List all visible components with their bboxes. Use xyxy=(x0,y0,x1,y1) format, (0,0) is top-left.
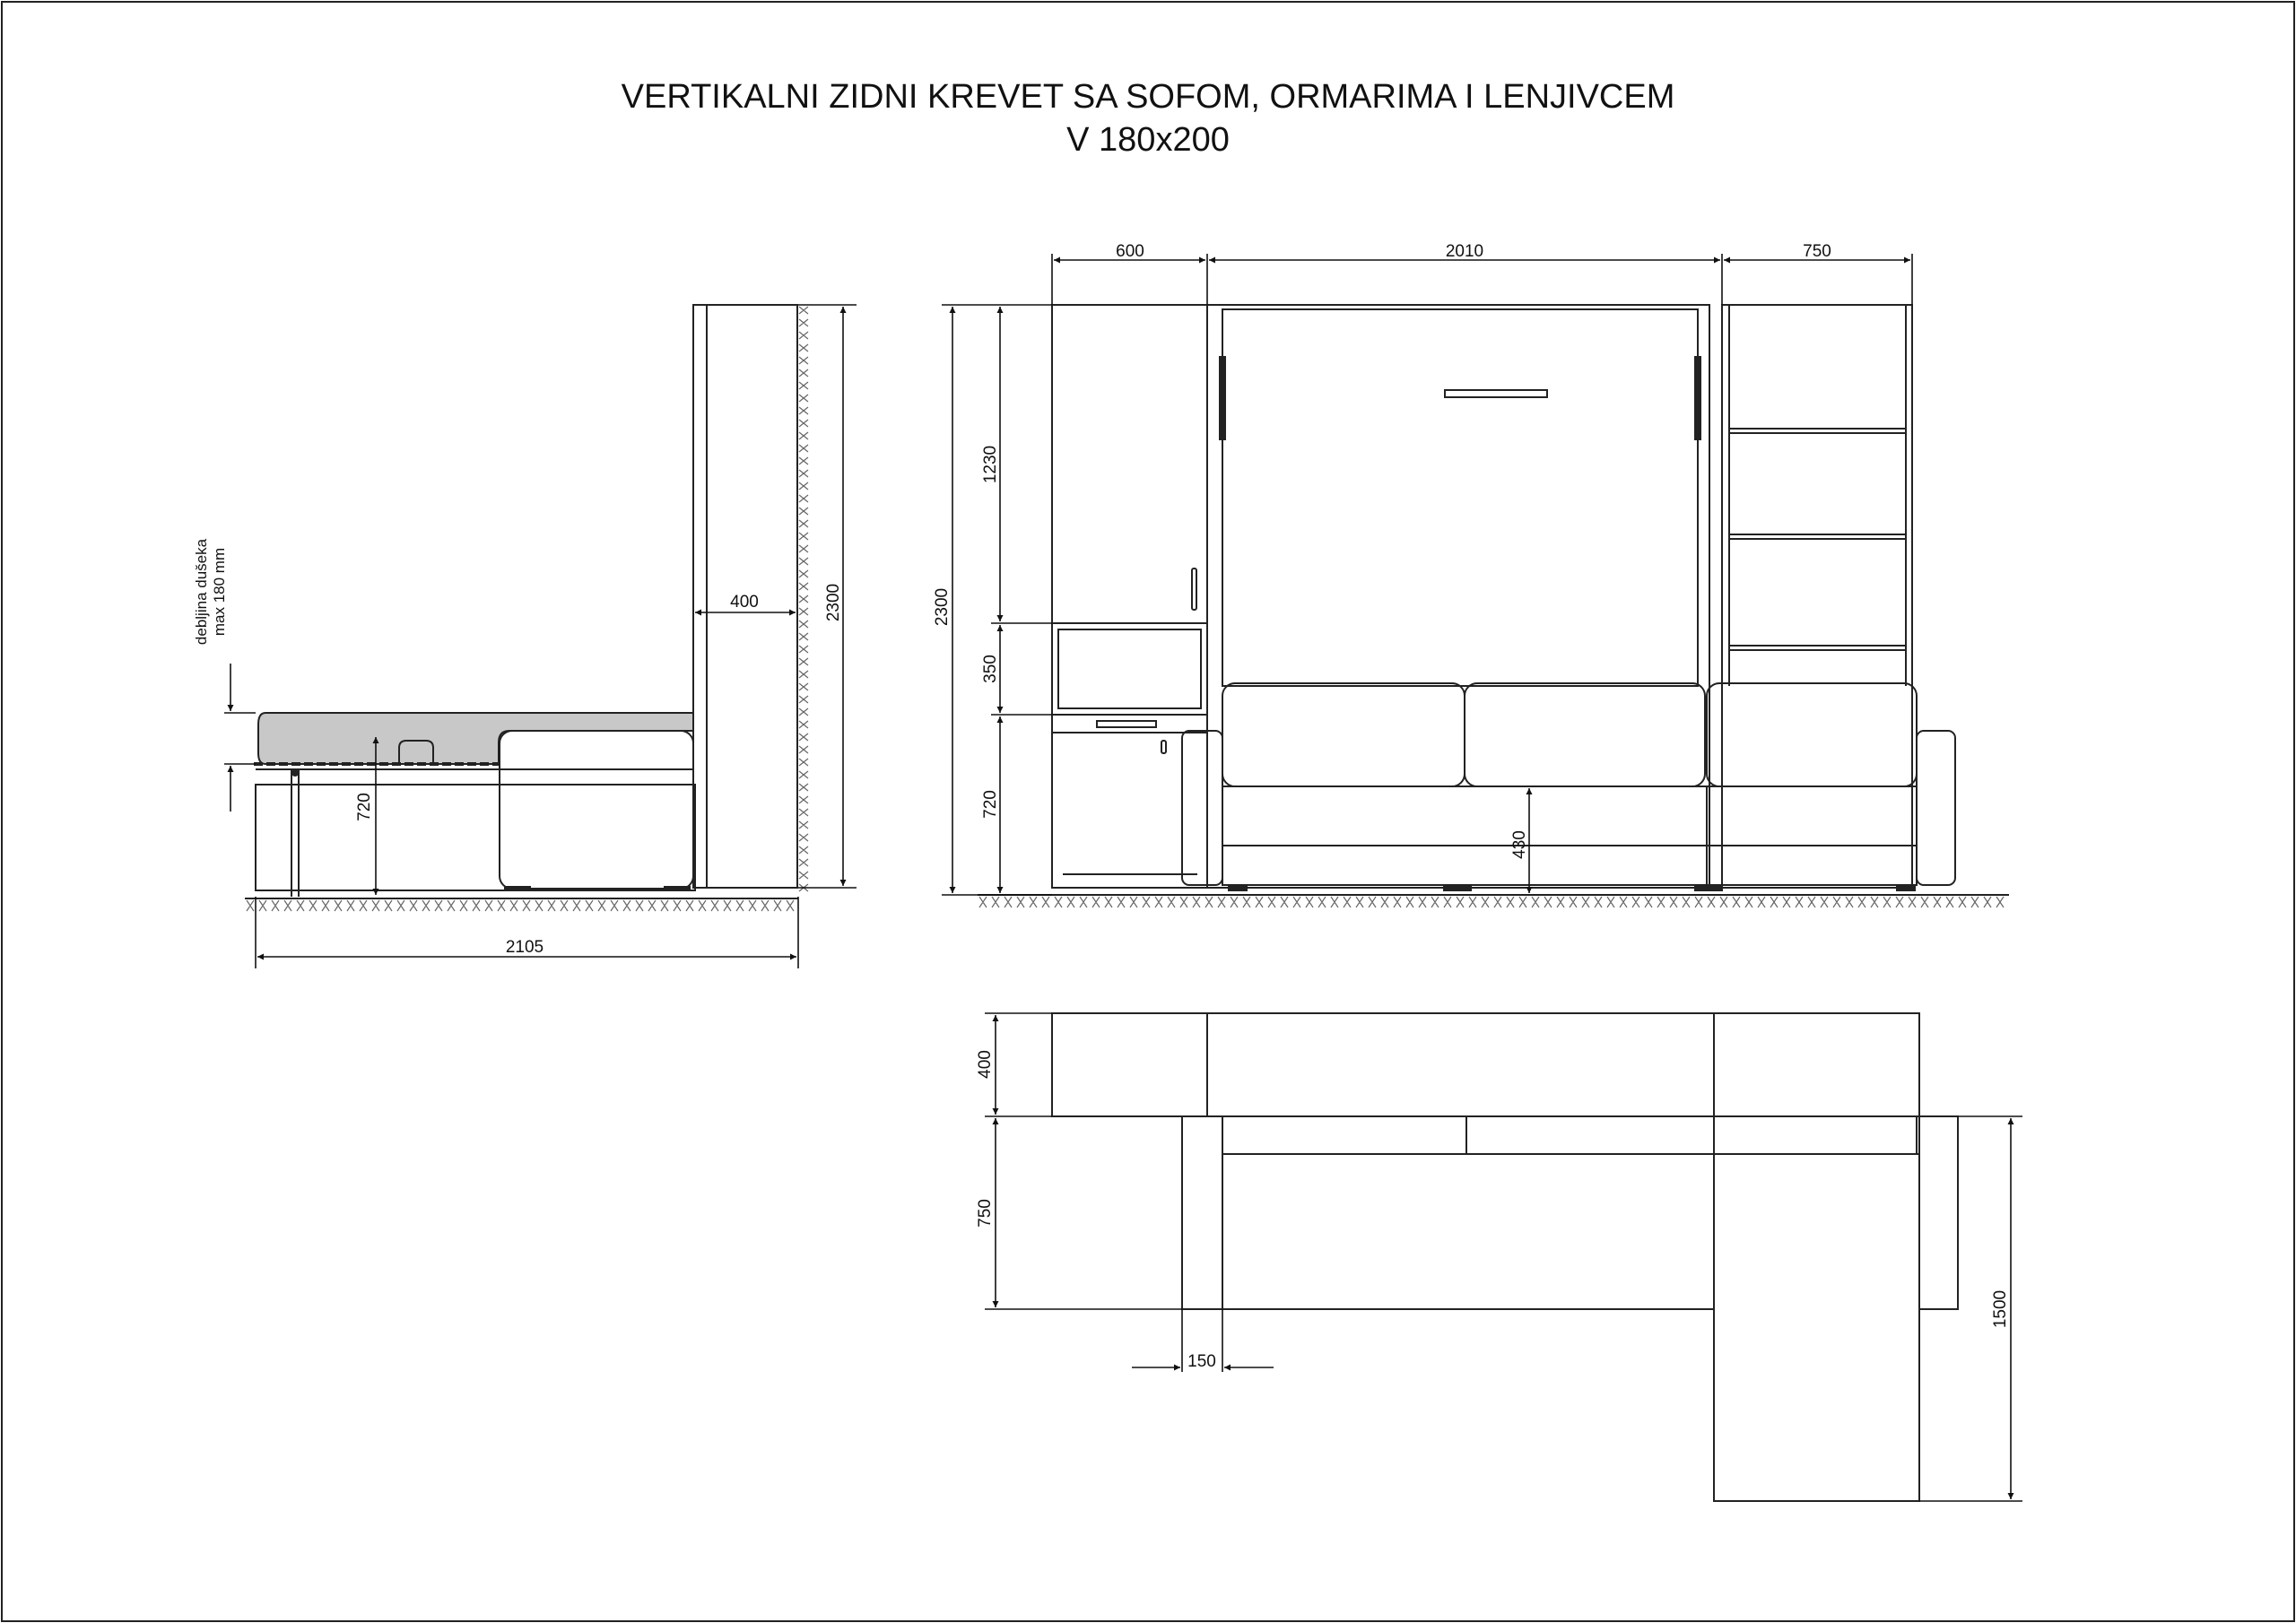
plan-dim-cabinet-depth-label: 400 xyxy=(976,1050,995,1079)
side-height-label: 2300 xyxy=(824,583,843,622)
dim-seat-height-label: 430 xyxy=(1510,830,1529,859)
front-dimensions xyxy=(942,254,1912,895)
plan-bed-cabinet xyxy=(1207,1013,1714,1116)
sofa-back-cushion-2 xyxy=(1465,683,1705,786)
plan-sofa-right-arm xyxy=(1919,1116,1958,1309)
plan-lounger xyxy=(1714,1154,1919,1501)
dim-bed-width-label: 2010 xyxy=(1445,242,1484,261)
plan-right-shelving xyxy=(1714,1013,1919,1116)
bed-cabinet-frame xyxy=(1207,305,1709,888)
left-niche xyxy=(1058,629,1201,708)
side-dimensions xyxy=(224,305,857,968)
plan-dim-arm-label: 150 xyxy=(1187,1352,1216,1371)
plan-sofa-left-arm xyxy=(1182,1116,1222,1309)
bed-front-handle xyxy=(1445,390,1547,397)
dim-niche-height-label: 350 xyxy=(981,655,1000,683)
side-ground-hatch xyxy=(247,307,808,911)
dim-total-height-label: 2300 xyxy=(933,587,952,627)
front-view xyxy=(978,305,2009,895)
plan-dim-lounger-label: 1500 xyxy=(1991,1289,2010,1329)
side-width-label: 2105 xyxy=(505,938,544,957)
left-drawer-handle xyxy=(1097,721,1156,727)
sofa-back-cushion-3 xyxy=(1707,683,1917,786)
side-seat-label: 720 xyxy=(355,793,374,821)
sofa-back-cushion-1 xyxy=(1222,683,1465,786)
dim-lower-height-label: 720 xyxy=(981,790,1000,819)
plan-left-cabinet xyxy=(1052,1013,1207,1116)
front-ground-hatch xyxy=(979,897,2004,907)
sofa-left-arm xyxy=(1182,731,1222,885)
plan-sofa-back-cushions xyxy=(1222,1116,1917,1154)
dim-right-shelving-label: 750 xyxy=(1803,242,1831,261)
plan-dimensions xyxy=(985,1013,2022,1501)
side-sofa-base xyxy=(256,785,695,890)
mattress-note-line2: max 180 mm xyxy=(211,547,228,637)
sofa-seat-right xyxy=(1707,786,1917,885)
plan-dim-sofa-depth-label: 750 xyxy=(976,1199,995,1228)
left-cabinet xyxy=(1052,305,1207,888)
side-seat-cushion xyxy=(500,731,693,889)
sofa-right-arm xyxy=(1917,731,1955,885)
side-view xyxy=(245,305,798,898)
plan-view xyxy=(1052,1013,1958,1501)
plan-sofa-seat xyxy=(1222,1154,1714,1309)
sofa-seat-left xyxy=(1222,786,1707,885)
right-shelving xyxy=(1722,305,1912,888)
dim-left-cabinet-label: 600 xyxy=(1116,242,1144,261)
bed-front-panel xyxy=(1222,309,1698,686)
mattress-note-line1: debljina dušeka xyxy=(193,538,210,646)
sheet-border xyxy=(2,2,2294,1621)
dim-upper-height-label: 1230 xyxy=(981,445,1000,484)
side-mattress xyxy=(258,713,693,764)
side-depth-label: 400 xyxy=(730,593,759,612)
drawing-title: VERTIKALNI ZIDNI KREVET SA SOFOM, ORMARIMA I LENJIVCEM xyxy=(621,78,1675,116)
drawing-subtitle: V 180x200 xyxy=(1066,121,1230,159)
